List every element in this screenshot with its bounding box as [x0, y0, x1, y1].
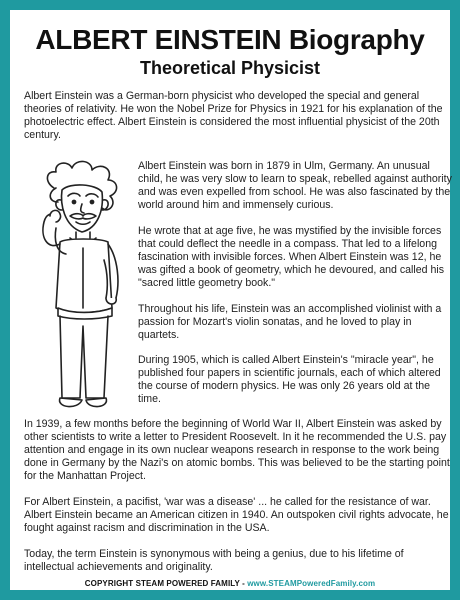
einstein-illustration [26, 158, 144, 420]
miracle-year-paragraph: During 1905, which is called Albert Einstein's "miracle year", he published four papers in scientific journals, each of which altered the course of modern physics. He was only 26 years old at the time. [138, 354, 441, 405]
einstein-cartoon-icon [26, 158, 144, 420]
footer-site-link[interactable]: www.STEAMPoweredFamily.com [247, 579, 376, 588]
footer [20, 579, 440, 588]
footer-copyright: COPYRIGHT STEAM POWERED FAMILY - [84, 579, 248, 588]
compass-paragraph: He wrote that at age five, he was mystified by the invisible forces that could deflect the needle in a compass. That led to a lifelong fascination with invisible forces. When Albert Einstein was 12, he was gifted a book of geometry, which he devoured, and called his "sacred little geometry book." [138, 225, 445, 289]
roosevelt-letter-paragraph: In 1939, a few months before the beginning of World War II, Albert Einstein was asked by other scientists to write a letter to President Roosevelt. In it he recommended the U.S. pay attention and engage in its own nuclear weapons research in response to the work being done in Germany by the Nazi's on atomic bombs. This was believed to be the starting point for the Manhattan Project. [24, 418, 450, 482]
pacifist-paragraph: For Albert Einstein, a pacifist, 'war was a disease' ... he called for the resistance of war. Albert Einstein became an American citizen in 1940. An outspoken civil rights advocate, he fought against racism and discrimination in the USA. [24, 496, 449, 534]
legacy-paragraph: Today, the term Einstein is synonymous with being a genius, due to his lifetime of intellectual achievements and originality. [24, 548, 404, 573]
page-content [20, 20, 452, 588]
intro-paragraph: Albert Einstein was a German-born physicist who developed the special and general theories of relativity. He won the Nobel Prize for Physics in 1921 for his explanation of the photoelectric effect. Albert Einstein is considered the most influential physicist of the 20th century. [24, 90, 443, 141]
birth-paragraph: Albert Einstein was born in 1879 in Ulm, Germany. An unusual child, he was very slow to learn to speak, rebelled against authority and was even expelled from school. He was also fascinated by the world around him and immensely curious. [138, 160, 452, 211]
violin-paragraph: Throughout his life, Einstein was an accomplished violinist with a passion for Mozart's violin sonatas, and he loved to play in quartets. [138, 303, 442, 341]
page-subtitle: Theoretical Physicist [139, 58, 321, 78]
page-title: ALBERT EINSTEIN Biography [35, 24, 425, 55]
